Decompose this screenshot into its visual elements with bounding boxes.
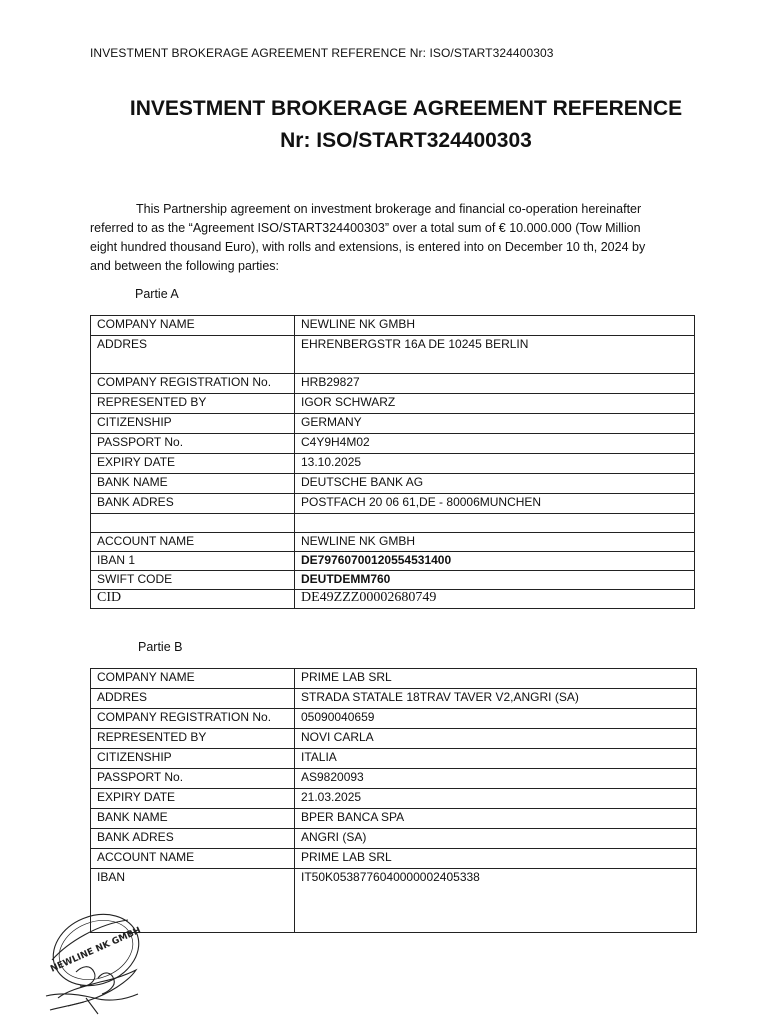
table-row bbox=[91, 533, 695, 552]
table-row bbox=[91, 374, 695, 394]
row-label: REPRESENTED BY bbox=[91, 394, 295, 414]
row-value: ANGRI (SA) bbox=[295, 829, 697, 849]
table-row bbox=[91, 849, 697, 869]
row-label: CITIZENSHIP bbox=[91, 749, 295, 769]
table-row bbox=[91, 809, 697, 829]
row-label bbox=[91, 514, 295, 533]
row-label: BANK NAME bbox=[91, 809, 295, 829]
row-label: ADDRES bbox=[91, 336, 295, 374]
title-line-2: Nr: ISO/START324400303 bbox=[280, 129, 532, 152]
row-value: BPER BANCA SPA bbox=[295, 809, 697, 829]
row-value: IT50K0538776040000002405338 bbox=[295, 869, 697, 933]
title-line-1: INVESTMENT BROKERAGE AGREEMENT REFERENCE bbox=[129, 97, 683, 120]
row-label: BANK ADRES bbox=[91, 494, 295, 514]
table-row bbox=[91, 394, 695, 414]
row-label: COMPANY REGISTRATION No. bbox=[91, 374, 295, 394]
table-row bbox=[91, 434, 695, 454]
row-label: BANK NAME bbox=[91, 474, 295, 494]
page-header: INVESTMENT BROKERAGE AGREEMENT REFERENCE Nr: ISO/START324400303 bbox=[90, 46, 554, 60]
row-value: DE79760700120554531400 bbox=[295, 552, 695, 571]
row-label: SWIFT CODE bbox=[91, 571, 295, 590]
row-label: CID bbox=[91, 590, 295, 609]
row-label: IBAN 1 bbox=[91, 552, 295, 571]
table-row bbox=[91, 709, 697, 729]
row-label: COMPANY NAME bbox=[91, 669, 295, 689]
row-value: HRB29827 bbox=[295, 374, 695, 394]
table-row bbox=[91, 789, 697, 809]
row-value: PRIME LAB SRL bbox=[295, 849, 697, 869]
table-row bbox=[91, 729, 697, 749]
table-row bbox=[91, 454, 695, 474]
row-label: EXPIRY DATE bbox=[91, 454, 295, 474]
company-stamp-icon bbox=[38, 902, 150, 1018]
row-value: PRIME LAB SRL bbox=[295, 669, 697, 689]
row-value: EHRENBERGSTR 16A DE 10245 BERLIN bbox=[295, 336, 695, 374]
row-value: NEWLINE NK GMBH bbox=[295, 316, 695, 336]
row-value: DEUTSCHE BANK AG bbox=[295, 474, 695, 494]
row-value: NOVI CARLA bbox=[295, 729, 697, 749]
row-value: AS9820093 bbox=[295, 769, 697, 789]
row-label: REPRESENTED BY bbox=[91, 729, 295, 749]
table-row bbox=[91, 689, 697, 709]
table-row bbox=[91, 514, 695, 533]
table-row bbox=[91, 336, 695, 374]
table-row bbox=[91, 414, 695, 434]
row-value: 05090040659 bbox=[295, 709, 697, 729]
row-label: CITIZENSHIP bbox=[91, 414, 295, 434]
row-value: GERMANY bbox=[295, 414, 695, 434]
row-value: ITALIA bbox=[295, 749, 697, 769]
row-value: NEWLINE NK GMBH bbox=[295, 533, 695, 552]
row-label: BANK ADRES bbox=[91, 829, 295, 849]
row-label: COMPANY REGISTRATION No. bbox=[91, 709, 295, 729]
row-label: ACCOUNT NAME bbox=[91, 533, 295, 552]
row-label: ACCOUNT NAME bbox=[91, 849, 295, 869]
row-label: EXPIRY DATE bbox=[91, 789, 295, 809]
row-value: POSTFACH 20 06 61,DE - 80006MUNCHEN bbox=[295, 494, 695, 514]
party-a-table bbox=[90, 315, 695, 609]
table-row bbox=[91, 494, 695, 514]
row-value: 21.03.2025 bbox=[295, 789, 697, 809]
table-row bbox=[91, 869, 697, 933]
table-row bbox=[91, 590, 695, 609]
row-value: 13.10.2025 bbox=[295, 454, 695, 474]
row-label: COMPANY NAME bbox=[91, 316, 295, 336]
party-b-table bbox=[90, 668, 697, 933]
row-value: IGOR SCHWARZ bbox=[295, 394, 695, 414]
row-value: C4Y9H4M02 bbox=[295, 434, 695, 454]
document-title bbox=[100, 93, 712, 157]
table-row bbox=[91, 669, 697, 689]
row-value: DE49ZZZ00002680749 bbox=[295, 590, 695, 609]
row-value bbox=[295, 514, 695, 533]
row-label: IBAN bbox=[91, 869, 295, 933]
row-value: DEUTDEMM760 bbox=[295, 571, 695, 590]
party-b-label: Partie B bbox=[138, 640, 183, 654]
row-label: PASSPORT No. bbox=[91, 434, 295, 454]
stamp-text: NEWLINE NK GMBH bbox=[49, 925, 143, 975]
table-row bbox=[91, 552, 695, 571]
row-label: PASSPORT No. bbox=[91, 769, 295, 789]
table-row bbox=[91, 571, 695, 590]
table-row bbox=[91, 829, 697, 849]
intro-paragraph bbox=[90, 200, 668, 276]
intro-text: This Partnership agreement on investment brokerage and financial co-operation hereinafter referred to as the “Agreement ISO/START324400303” over a total sum of € 10.000.000 (Tow Million eight hundred thousand Euro), with rolls and extensions, is entered into on December 10 th, 2024 by and between the following parties: bbox=[90, 202, 646, 273]
table-row bbox=[91, 749, 697, 769]
party-a-label: Partie A bbox=[135, 287, 179, 301]
table-row bbox=[91, 769, 697, 789]
row-label: ADDRES bbox=[91, 689, 295, 709]
row-value: STRADA STATALE 18TRAV TAVER V2,ANGRI (SA) bbox=[295, 689, 697, 709]
table-row bbox=[91, 316, 695, 336]
table-row bbox=[91, 474, 695, 494]
